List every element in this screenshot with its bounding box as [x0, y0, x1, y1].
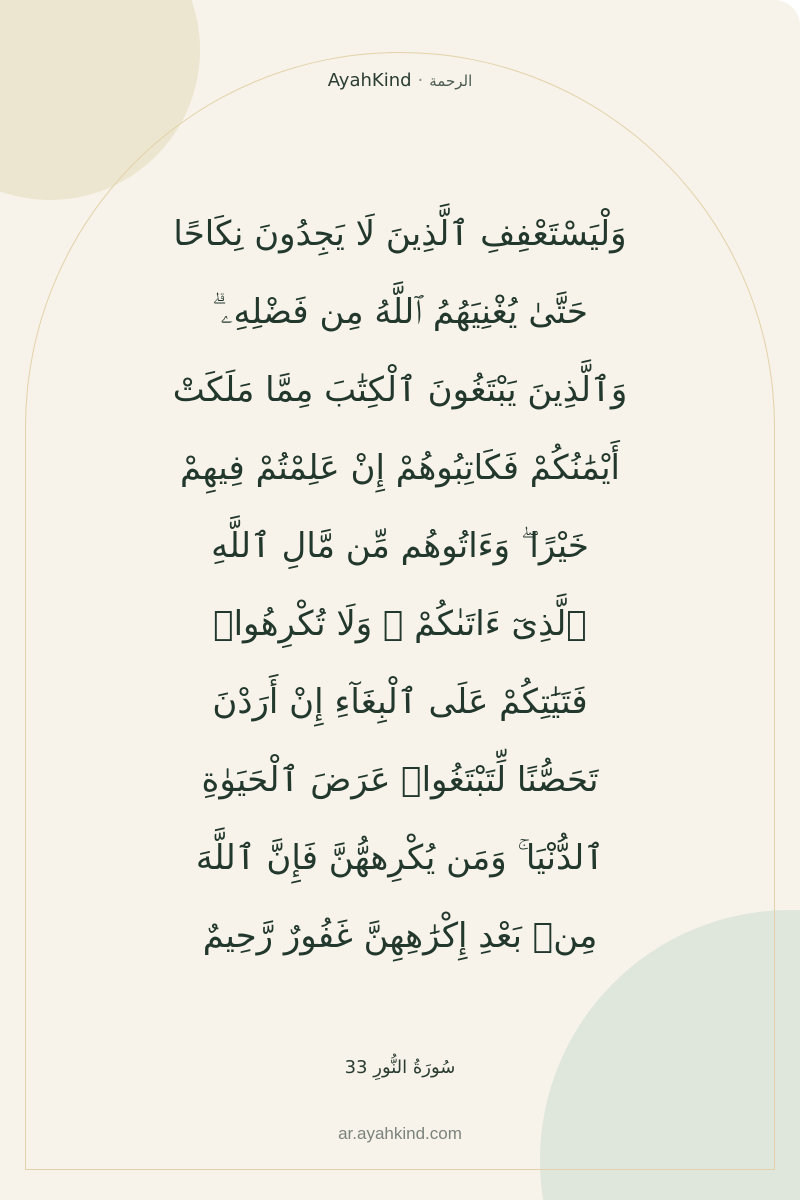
surah-name: سُورَةُ النُّورِ	[373, 1057, 456, 1078]
ayah-number: 33	[344, 1057, 368, 1078]
website-link[interactable]: ar.ayahkind.com	[338, 1124, 462, 1143]
verse-text	[0, 195, 800, 975]
brand-name: AyahKind	[327, 70, 412, 91]
verse-line: ٱلَّذِىٓ ءَاتَىٰكُمْ ۚ وَلَا تُكْرِهُوا۟	[213, 604, 587, 644]
verse-line: وَلْيَسْتَعْفِفِ ٱلَّذِينَ لَا يَجِدُونَ نِكَاحًا	[173, 214, 627, 254]
verse-line: فَتَيَٰتِكُمْ عَلَى ٱلْبِغَآءِ إِنْ أَرَدْنَ	[212, 682, 588, 722]
brand-separator: ·	[417, 70, 424, 91]
verse-line: مِنۢ بَعْدِ إِكْرَٰهِهِنَّ غَفُورٌ رَّحِيمٌ	[202, 916, 598, 956]
verse-line: وَٱلَّذِينَ يَبْتَغُونَ ٱلْكِتَٰبَ مِمَّا مَلَكَتْ	[172, 370, 628, 410]
verse-line: تَحَصُّنًا لِّتَبْتَغُوا۟ عَرَضَ ٱلْحَيَوٰةِ	[201, 760, 599, 800]
brand-category: الرحمة	[429, 72, 473, 90]
verse-line: خَيْرًا ۖ وَءَاتُوهُم مِّن مَّالِ ٱللَّهِ	[211, 526, 589, 566]
brand-header	[0, 70, 800, 91]
verse-line: أَيْمَٰنُكُمْ فَكَاتِبُوهُمْ إِنْ عَلِمْتُمْ فِيهِمْ	[179, 448, 620, 488]
verse-line: حَتَّىٰ يُغْنِيَهُمُ ٱللَّهُ مِن فَضْلِهِۦ ۗ	[212, 292, 588, 332]
verse-reference	[0, 1057, 800, 1078]
arch-frame-base	[25, 1169, 775, 1170]
verse-line: ٱلدُّنْيَا ۚ وَمَن يُكْرِههُّنَّ فَإِنَّ ٱللَّهَ	[195, 838, 605, 878]
